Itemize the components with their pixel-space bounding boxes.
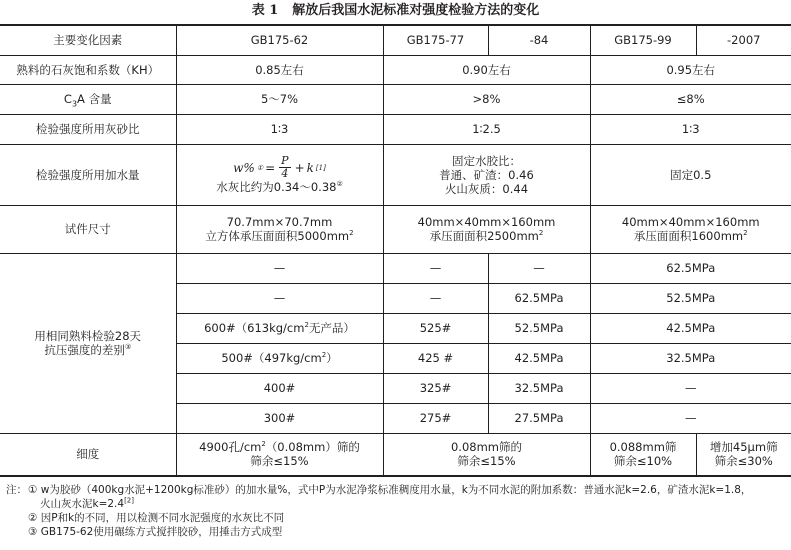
- row-kh: [0, 55, 791, 84]
- label-c: C: [63, 92, 72, 106]
- cell-gb77-84: 0.90左右: [383, 55, 590, 84]
- cell-2007: [696, 433, 791, 476]
- footnote-prefix: 注：: [6, 484, 27, 496]
- cell-gb77: 325#: [383, 373, 488, 403]
- standards-table: [0, 24, 791, 477]
- size-sup: 2: [743, 229, 748, 238]
- size-sup: 2: [538, 229, 544, 238]
- cell-gb99-2007: 固定0.5: [590, 144, 791, 205]
- table-caption: [0, 2, 791, 20]
- strength-label-line-1: 用相同熟料检验28天: [34, 329, 142, 343]
- row-fineness: [0, 433, 791, 476]
- formula-equals: =: [265, 160, 276, 175]
- cell-gb99-2007: —: [590, 403, 791, 433]
- cell-gb62: 300#: [176, 403, 383, 433]
- row-label: 检验强度所用加水量: [0, 144, 176, 205]
- footnote-3: ③ GB175-62使用碾练方式搅拌胶砂，用捶击方式成型: [28, 526, 283, 538]
- cell-gb99-2007: 42.5MPa: [590, 313, 791, 343]
- cell-gb62: —: [176, 283, 383, 313]
- cell-gb99-2007: 1∶3: [590, 114, 791, 144]
- size-area: 承压面面积2500mm: [429, 229, 539, 243]
- cell-84: 62.5MPa: [488, 283, 590, 313]
- size-line-1: 40mm×40mm×160mm: [621, 215, 760, 229]
- cell-gb77: —: [383, 283, 488, 313]
- cell-gb62: 5～7%: [176, 84, 383, 114]
- header-84: -84: [488, 25, 590, 55]
- row-c3a: [0, 84, 791, 114]
- cell-gb99-2007: 52.5MPa: [590, 283, 791, 313]
- row-label: 细度: [0, 433, 176, 476]
- cell-gb62: —: [176, 253, 383, 283]
- strength-label-line-2: [2, 343, 174, 357]
- formula-k: k: [306, 160, 314, 175]
- fineness-holes: 4900孔/cm: [199, 440, 262, 455]
- cell-gb99-2007: —: [590, 373, 791, 403]
- header-gb99: GB175-99: [590, 25, 696, 55]
- cell-84: 42.5MPa: [488, 343, 590, 373]
- fineness-line-1: 0.088mm筛: [609, 440, 677, 455]
- footnote-2: ② 因P和k的不同，用以检测不同水泥强度的水灰比不同: [28, 512, 285, 524]
- header-factor: 主要变化因素: [0, 25, 176, 55]
- table-title: 解放后我国水泥标准对强度检验方法的变化: [292, 3, 540, 18]
- row-label: [0, 84, 176, 114]
- cell-gb77: 425 #: [383, 343, 488, 373]
- cell-gb62: [176, 205, 383, 253]
- cell-gb77: 275#: [383, 403, 488, 433]
- cell-gb62: 1∶3: [176, 114, 383, 144]
- cell-gb99-2007: 32.5MPa: [590, 343, 791, 373]
- fineness-line-2: 筛余≤15%: [457, 454, 516, 469]
- table-number: 表 1: [251, 3, 279, 18]
- row-ratio: [0, 114, 791, 144]
- fineness-line-1: [179, 440, 381, 454]
- fineness-line-2: 筛余≤30%: [714, 454, 773, 469]
- footnote-1-cont: [6, 497, 791, 511]
- footnote-1-cont-text: 火山灰水泥k=2.4: [40, 498, 125, 510]
- cell-gb99-2007: 0.95左右: [590, 55, 791, 84]
- water-line-3: 火山灰质：0.44: [444, 181, 529, 196]
- strength-label: [0, 253, 176, 433]
- water-line-2: 普通、矿渣：0.46: [439, 167, 534, 182]
- formula-numerator: P: [281, 154, 289, 167]
- fineness-sup: 2: [261, 440, 266, 449]
- cell-gb77-84: [383, 433, 590, 476]
- cell-gb62: [176, 343, 383, 373]
- water-ratio-value: 水灰比约为0.34～0.38: [216, 180, 337, 194]
- row-label: 熟料的石灰饱和系数（KH）: [0, 55, 176, 84]
- row-label: 检验强度所用灰砂比: [0, 114, 176, 144]
- formula-denominator: 4: [281, 167, 289, 180]
- cell-gb62: 0.85左右: [176, 55, 383, 84]
- water-ratio-text: [179, 180, 381, 194]
- fineness-line-1: 0.08mm筛的: [450, 440, 522, 455]
- cell-84: —: [488, 253, 590, 283]
- label-rest: A 含量: [77, 92, 112, 106]
- label-sub: 3: [71, 99, 78, 109]
- size-area: 立方体承压面面积5000mm: [205, 229, 350, 243]
- size-line-1: 70.7mm×70.7mm: [226, 215, 333, 229]
- cell-84: 32.5MPa: [488, 373, 590, 403]
- formula-plus: +: [294, 160, 305, 175]
- cell-84: 27.5MPa: [488, 403, 590, 433]
- fineness-sieve: （0.08mm）筛的: [265, 440, 360, 455]
- size-line-1: 40mm×40mm×160mm: [417, 215, 556, 229]
- water-line-1: 固定水胶比：: [452, 153, 521, 168]
- water-ratio-sup: ②: [336, 180, 343, 189]
- header-gb62: GB175-62: [176, 25, 383, 55]
- header-row: [0, 25, 791, 55]
- grade-suffix: ）: [326, 351, 338, 365]
- cell-gb62: [176, 313, 383, 343]
- cell-gb77-84: [383, 205, 590, 253]
- water-formula: w% ① = $\frac{P}{4}$ + k [1]: [233, 154, 326, 180]
- cell-gb99-2007: [590, 205, 791, 253]
- grade-sup: 2: [304, 321, 309, 330]
- header-2007: -2007: [696, 25, 791, 55]
- footnote-1-sup: [2]: [124, 496, 134, 505]
- cell-84: 52.5MPa: [488, 313, 590, 343]
- grade-sup: 2: [321, 351, 327, 360]
- fineness-line-2: 筛余≤15%: [250, 454, 309, 469]
- footnote-1: [6, 483, 791, 497]
- cell-gb77: 525#: [383, 313, 488, 343]
- fineness-line-2: 筛余≤10%: [613, 454, 673, 469]
- cell-gb77: —: [383, 253, 488, 283]
- grade-text: 600#（613kg/cm: [204, 321, 305, 335]
- footnotes: [6, 483, 791, 539]
- size-line-2: [386, 229, 588, 243]
- cell-gb62: [176, 433, 383, 476]
- cell-gb62: [176, 144, 383, 205]
- cell-gb99-2007: 62.5MPa: [590, 253, 791, 283]
- grade-suffix: 无产品）: [308, 321, 355, 335]
- strength-label-text: 抗压强度的差别: [44, 343, 125, 357]
- row-size: [0, 205, 791, 253]
- cell-gb99: [590, 433, 696, 476]
- size-line-2: [593, 229, 790, 243]
- row-water: [0, 144, 791, 205]
- size-line-2: [179, 229, 381, 243]
- strength-row: [0, 253, 791, 283]
- footnote-1-text: ① w为胶砂（400kg水泥+1200kg标准砂）的加水量%，式中P为水泥净浆标准稠度用水量，k为不同水泥的附加系数：普通水泥k=2.6，矿渣水泥k=1.8，: [28, 484, 752, 496]
- row-label: 试件尺寸: [0, 205, 176, 253]
- cell-gb77-84: 1∶2.5: [383, 114, 590, 144]
- cell-gb62: 400#: [176, 373, 383, 403]
- grade-text: 500#（497kg/cm: [221, 351, 322, 365]
- cell-gb77-84: >8%: [383, 84, 590, 114]
- header-gb77: GB175-77: [383, 25, 488, 55]
- strength-label-sup: ③: [124, 343, 132, 352]
- size-area: 承压面面积1600mm: [633, 229, 744, 243]
- formula-lhs: w%: [233, 160, 255, 175]
- cell-gb99-2007: ≤8%: [590, 84, 791, 114]
- cell-gb77-84: [383, 144, 590, 205]
- size-sup: 2: [349, 229, 354, 238]
- formula-fraction: [279, 155, 290, 180]
- fineness-line-1: 增加45μm筛: [709, 440, 778, 455]
